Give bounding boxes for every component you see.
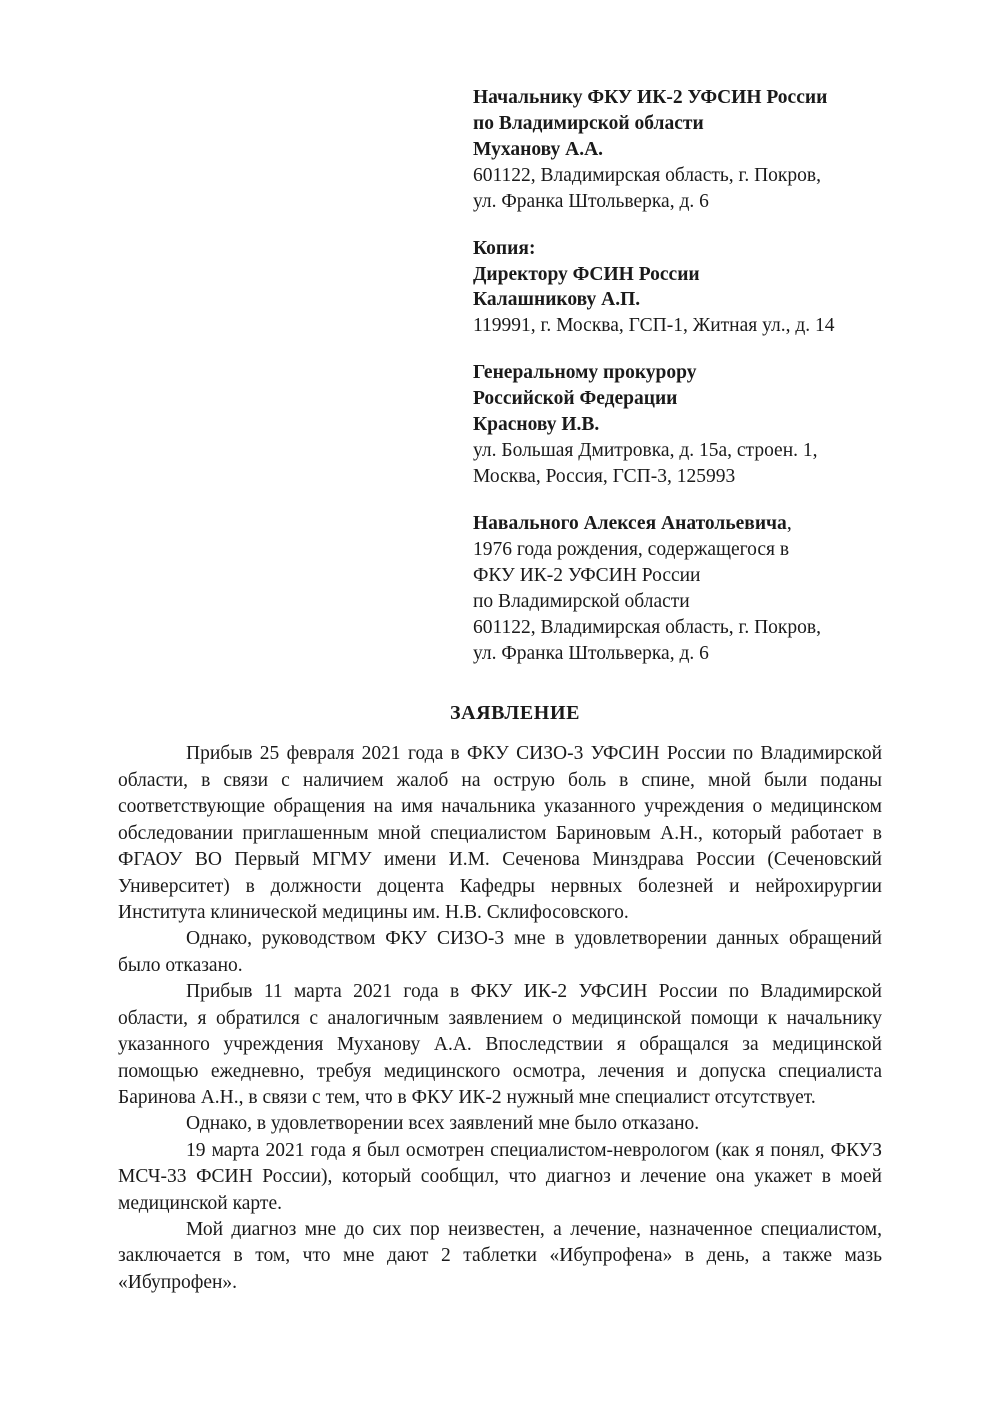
applicant-block [473,511,903,667]
applicant-line-6: ул. Франка Штольверка, д. 6 [473,642,709,664]
recipient-copy-line-4: 119991, г. Москва, ГСП-1, Житная ул., д. 14 [473,315,835,337]
recipient-primary-line-3: Муханову А.А. [473,138,604,160]
recipient-primary [473,85,903,215]
body-paragraph-3: Прибыв 11 марта 2021 года в ФКУ ИК-2 УФСИН России по Владимирской области, я обратился с аналогичным заявлением о медицинской помощи к начальнику указанного учреждения Муханову А.А. Впоследствии я обращался за медицинской помощью ежедневно, требуя медицинского осмотра, лечения и допуска специалиста Баринова А.Н., в связи с тем, что в ФКУ ИК-2 нужный мне специалист отсутствует. [118,981,882,1108]
recipient-prosecutor-line-1: Генеральному прокурору [473,362,697,384]
recipient-copy-line-2: Директору ФСИН России [473,263,700,285]
recipient-prosecutor [473,360,903,490]
recipient-primary-line-5: ул. Франка Штольверка, д. 6 [473,190,709,212]
body-paragraph-5: 19 марта 2021 года я был осмотрен специалистом-неврологом (как я понял, ФКУЗ МСЧ-33 ФСИН России), который сообщил, что диагноз и лечение она укажет в моей медицинской карте. [118,1139,882,1214]
body-paragraph-4: Однако, в удовлетворении всех заявлений мне было отказано. [186,1113,700,1135]
recipient-prosecutor-line-5: Москва, Россия, ГСП-3, 125993 [473,465,736,487]
recipient-prosecutor-line-3: Краснову И.В. [473,414,600,436]
applicant-line-5: 601122, Владимирская область, г. Покров, [473,616,821,638]
recipient-primary-line-1: Начальнику ФКУ ИК-2 УФСИН России [473,87,828,108]
document-body [118,741,882,1296]
recipient-prosecutor-line-2: Российской Федерации [473,388,678,410]
applicant-line-2: 1976 года рождения, содержащегося в [473,538,790,560]
recipient-primary-line-2: по Владимирской области [473,112,704,134]
body-paragraph-6: Мой диагноз мне до сих пор неизвестен, а лечение, назначенное специалистом, заключается в том, что мне дают 2 таблетки «Ибупрофена» в день, а также мазь «Ибупрофен». [118,1219,882,1293]
applicant-line-4: по Владимирской области [473,590,690,612]
page-title: ЗАЯВЛЕНИЕ [449,702,581,725]
recipient-prosecutor-line-4: ул. Большая Дмитровка, д. 15а, строен. 1, [473,440,818,462]
recipient-copy-line-3: Калашникову А.П. [473,289,641,311]
body-paragraph-2: Однако, руководством ФКУ СИЗО-3 мне в удовлетворении данных обращений было отказано. [118,928,882,976]
body-paragraph-1: Прибыв 25 февраля 2021 года в ФКУ СИЗО-3 УФСИН России по Владимирской области, в связи с наличием жалоб на острую боль в спине, мной были поданы соответствующие обращения на имя начальника указанного учреждения о медицинском обследовании приглашенным мной специалистом Бариновым А.Н., который работает в ФГАОУ ВО Первый МГМУ имени И.М. Сеченова Минздрава России (Сеченовский Университет) в должности доцента Кафедры нервных болезней и нейрохирургии Института клинической медицины им. Н.В. Склифосовского. [118,743,882,923]
applicant-name [473,511,903,537]
applicant-name-text: Навального Алексея Анатольевича [473,512,787,534]
applicant-line-3: ФКУ ИК-2 УФСИН России [473,564,701,586]
copy-label: Копия: [473,237,536,259]
recipient-copy-fsin [473,236,903,340]
recipient-primary-line-4: 601122, Владимирская область, г. Покров, [473,164,821,186]
addressee-block [473,85,903,666]
applicant-name-suffix: , [786,512,792,534]
